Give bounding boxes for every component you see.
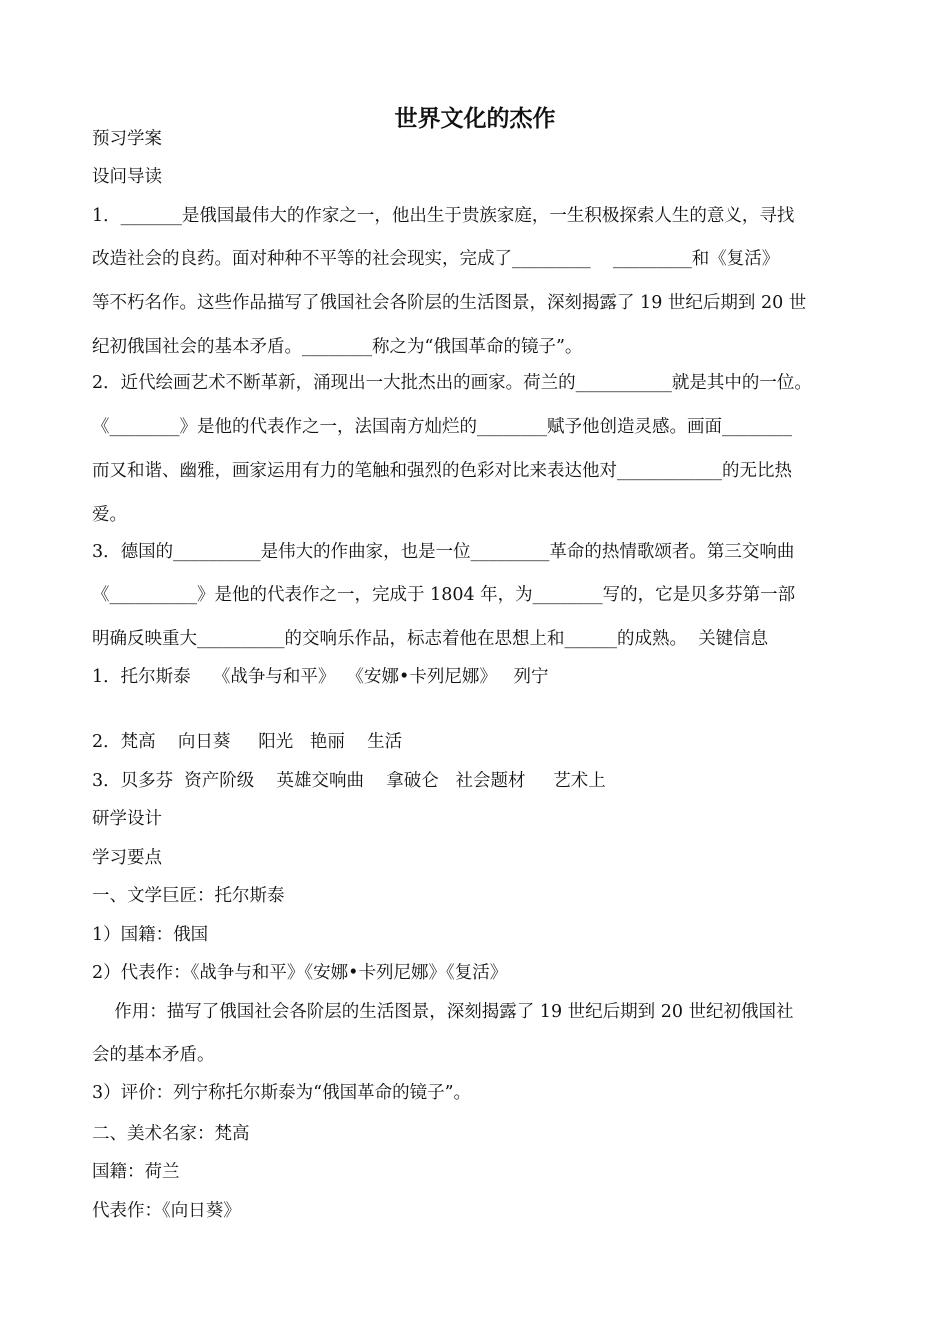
text-line: 代表作：《向日葵》 <box>92 1201 241 1221</box>
text-line: 《________》是他的代表作之一，法国南方灿烂的________赋予他创造灵感。画面________ <box>92 417 792 437</box>
text-line: 1．_______是俄国最伟大的作家之一，他出生于贵族家庭，一生积极探索人生的意义，寻找 <box>92 206 795 226</box>
page-title: 世界文化的杰作 <box>394 106 556 132</box>
text-line: 1）国籍：俄国 <box>92 925 209 945</box>
text-line: 会的基本矛盾。 <box>92 1045 215 1065</box>
text-line: 而又和谐、幽雅，画家运用有力的笔触和强烈的色彩对比来表达他对____________的无比热 <box>92 461 792 481</box>
subsection-heading: 二、美术名家：梵高 <box>92 1124 250 1144</box>
text-line: 改造社会的良药。面对种种不平等的社会现实，完成了_________ _________和《复活》 <box>92 249 780 269</box>
section-heading: 研学设计 <box>92 809 162 829</box>
text-line: 纪初俄国社会的基本矛盾。________称之为“俄国革命的镜子”。 <box>92 337 583 357</box>
subsection-heading: 一、文学巨匠：托尔斯泰 <box>92 886 285 906</box>
key-info-line: 2．梵高 向日葵 阳光 艳丽 生活 <box>92 732 403 752</box>
text-line: 爱。 <box>92 505 127 525</box>
text-line: 等不朽名作。这些作品描写了俄国社会各阶层的生活图景，深刻揭露了 19 世纪后期到 20 世 <box>92 293 807 313</box>
text-line: 2）代表作：《战争与和平》《安娜•卡列尼娜》《复活》 <box>92 963 508 983</box>
text-line: 明确反映重大__________的交响乐作品，标志着他在思想上和______的成熟。 关键信息 <box>92 629 769 649</box>
text-line: 2．近代绘画艺术不断革新，涌现出一大批杰出的画家。荷兰的___________就是其中的一位。 <box>92 373 812 393</box>
section-heading: 设问导读 <box>92 167 162 187</box>
text-line: 《__________》是他的代表作之一，完成于 1804 年，为________写的，它是贝多芬第一部 <box>92 585 796 605</box>
text-line: 国籍：荷兰 <box>92 1162 180 1182</box>
section-heading: 学习要点 <box>92 848 162 868</box>
key-info-line: 1．托尔斯泰 《战争与和平》 《安娜•卡列尼娜》 列宁 <box>92 667 549 687</box>
text-line: 3．德国的__________是伟大的作曲家，也是一位_________革命的热情歌颂者。第三交响曲 <box>92 542 795 562</box>
text-line: 作用：描写了俄国社会各阶层的生活图景，深刻揭露了 19 世纪后期到 20 世纪初俄国社 <box>92 1002 794 1022</box>
key-info-line: 3．贝多芬 资产阶级 英雄交响曲 拿破仑 社会题材 艺术上 <box>92 771 606 791</box>
text-line: 3）评价：列宁称托尔斯泰为“俄国革命的镜子”。 <box>92 1083 472 1103</box>
section-heading: 预习学案 <box>92 129 162 149</box>
